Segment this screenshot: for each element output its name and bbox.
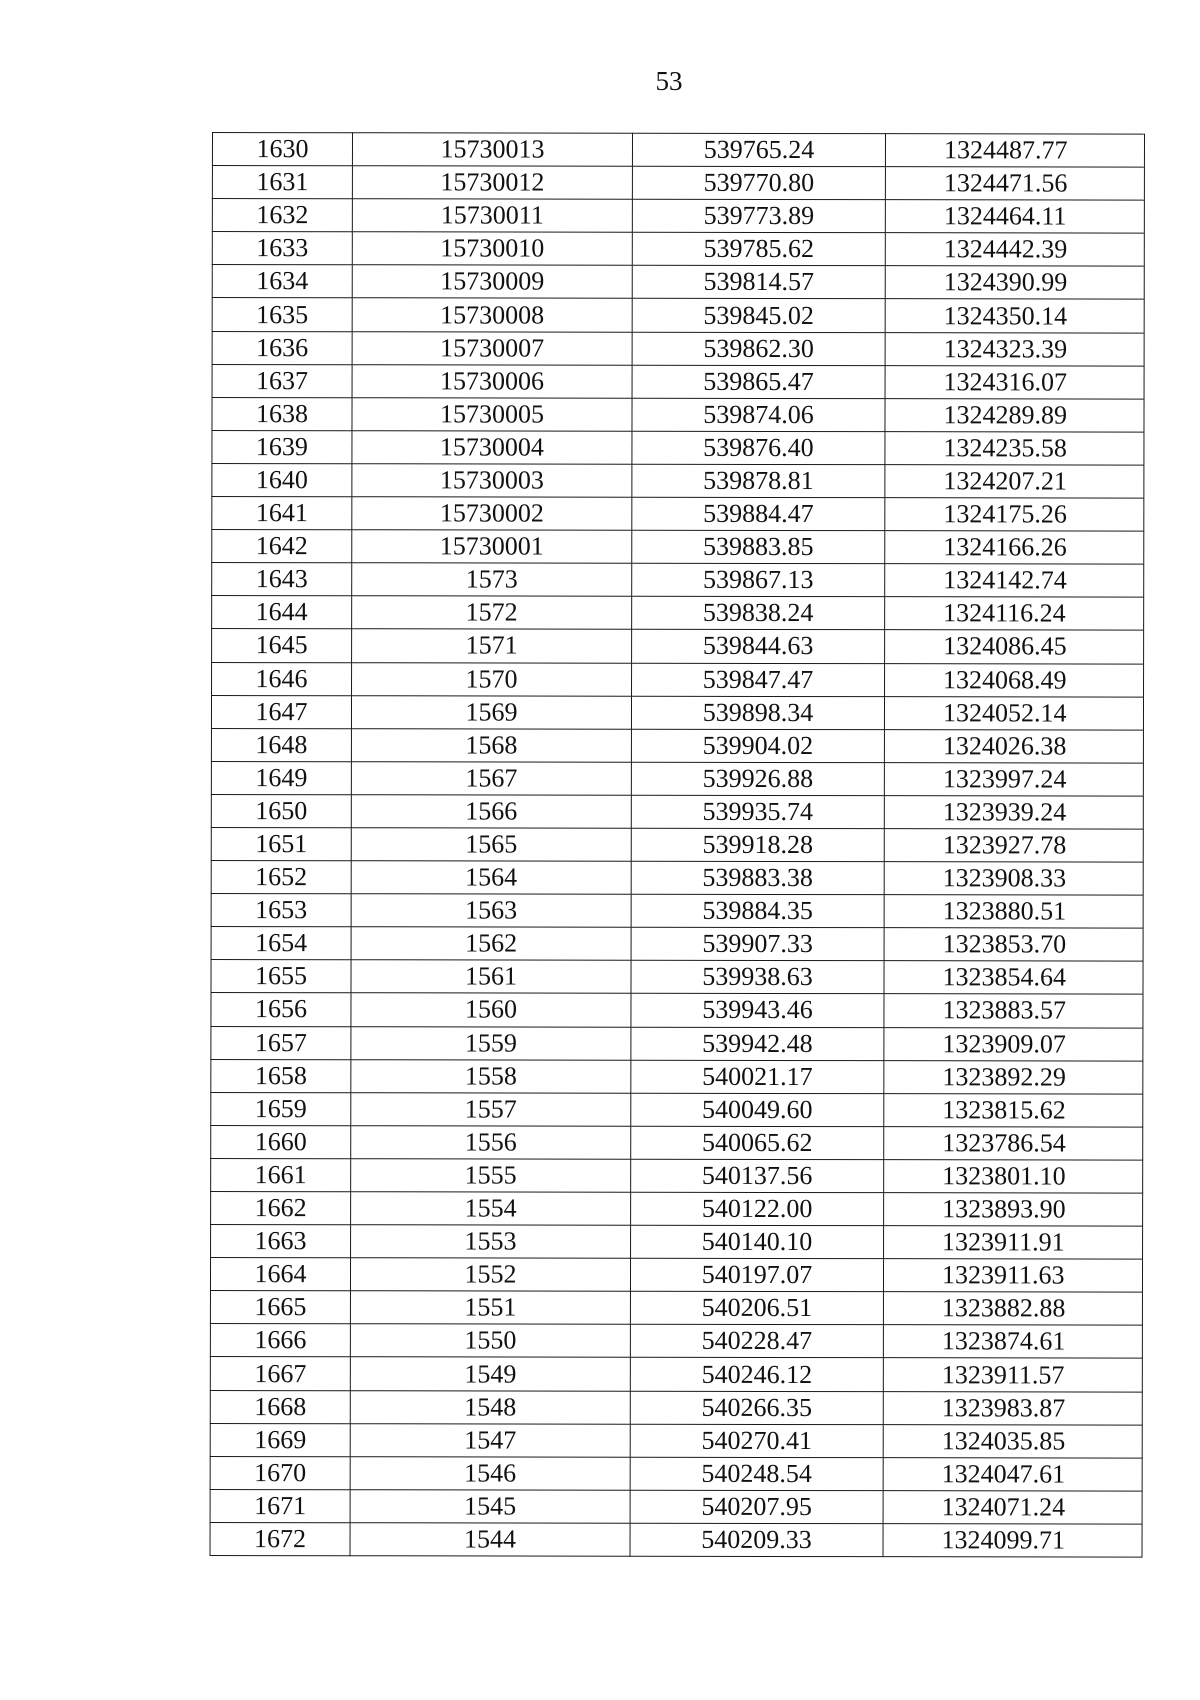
table-cell: 1654: [211, 927, 351, 960]
table-cell: 1641: [212, 497, 352, 530]
table-cell: 539904.02: [631, 729, 884, 763]
table-cell: 540207.95: [630, 1490, 883, 1524]
table-cell: 1323939.24: [884, 796, 1143, 830]
table-cell: 1323911.57: [883, 1358, 1142, 1392]
table-row: [210, 1291, 1142, 1326]
table-cell: 1646: [212, 662, 352, 695]
table-row: [210, 1423, 1142, 1458]
table-cell: 539845.02: [632, 299, 885, 333]
table-cell: 1323880.51: [884, 895, 1143, 929]
table-cell: 1633: [212, 232, 352, 265]
table-row: [211, 960, 1143, 995]
table-cell: 1637: [212, 364, 352, 397]
table-cell: 1324047.61: [883, 1457, 1142, 1491]
table-cell: 540209.33: [630, 1523, 883, 1557]
table-cell: 15730001: [352, 530, 632, 564]
table-row: [211, 993, 1143, 1028]
table-cell: 1562: [351, 927, 631, 961]
table-cell: 539943.46: [631, 994, 884, 1028]
table-row: [212, 430, 1144, 465]
table-cell: 1554: [351, 1192, 631, 1226]
table-cell: 1563: [351, 894, 631, 928]
table-cell: 15730010: [352, 232, 632, 266]
table-row: [211, 861, 1143, 896]
table-cell: 1324207.21: [885, 465, 1144, 499]
table-cell: 1545: [350, 1490, 630, 1524]
table-cell: 1634: [212, 265, 352, 298]
table-cell: 1643: [212, 563, 352, 596]
table-cell: 1631: [212, 166, 352, 199]
table-row: [211, 1191, 1143, 1226]
table-cell: 15730008: [352, 298, 632, 332]
table-cell: 1323854.64: [884, 961, 1143, 995]
table-cell: 15730007: [352, 331, 632, 365]
table-cell: 539770.80: [632, 166, 885, 200]
table-cell: 15730004: [352, 431, 632, 465]
table-row: [211, 927, 1143, 962]
table-cell: 1323909.07: [884, 1027, 1143, 1061]
table-cell: 1566: [351, 795, 631, 829]
table-cell: 539938.63: [631, 961, 884, 995]
table-cell: 1551: [350, 1291, 630, 1325]
table-cell: 1324235.58: [885, 432, 1144, 466]
table-row: [210, 1324, 1142, 1359]
table-cell: 1636: [212, 331, 352, 364]
table-row: [211, 695, 1143, 730]
table-row: [212, 563, 1144, 598]
table-cell: 1324071.24: [883, 1491, 1142, 1525]
table-cell: 539865.47: [632, 365, 885, 399]
table-cell: 15730002: [352, 497, 632, 531]
table-cell: 1324390.99: [885, 266, 1144, 300]
table-cell: 1552: [350, 1258, 630, 1292]
table-cell: 1323983.87: [883, 1391, 1142, 1425]
table-cell: 1549: [350, 1357, 630, 1391]
table-cell: 1573: [352, 563, 632, 597]
table-cell: 539874.06: [632, 398, 885, 432]
table-cell: 539884.47: [632, 497, 885, 531]
table-row: [211, 1225, 1143, 1260]
table-cell: 1569: [351, 695, 631, 729]
table-cell: 539883.85: [632, 530, 885, 564]
table-cell: 1323853.70: [884, 928, 1143, 962]
table-row: [212, 629, 1144, 664]
table-row: [212, 232, 1144, 267]
table-cell: 540065.62: [631, 1126, 884, 1160]
table-cell: 1555: [351, 1159, 631, 1193]
table-cell: 1653: [211, 894, 351, 927]
table-cell: 1659: [211, 1092, 351, 1125]
table-row: [212, 166, 1144, 201]
table-cell: 1547: [350, 1423, 630, 1457]
table-cell: 1651: [211, 827, 351, 860]
table-cell: 1665: [210, 1291, 350, 1324]
table-cell: 540122.00: [631, 1192, 884, 1226]
table-row: [211, 1026, 1143, 1061]
table-row: [212, 331, 1144, 366]
table-cell: 539847.47: [632, 663, 885, 697]
table-cell: 540228.47: [630, 1325, 883, 1359]
table-cell: 539942.48: [631, 1027, 884, 1061]
table-cell: 539867.13: [632, 563, 885, 597]
table-row: [212, 298, 1144, 333]
table-cell: 1662: [211, 1191, 351, 1224]
table-cell: 1652: [211, 861, 351, 894]
table-row: [211, 827, 1143, 862]
table-cell: 1324052.14: [884, 696, 1143, 730]
table-cell: 1324116.24: [885, 597, 1144, 631]
table-cell: 539844.63: [632, 630, 885, 664]
table-cell: 1323874.61: [883, 1325, 1142, 1359]
table-cell: 1567: [351, 762, 631, 796]
table-cell: 1324166.26: [885, 531, 1144, 565]
table-cell: 539876.40: [632, 431, 885, 465]
table-cell: 1670: [210, 1456, 350, 1489]
table-cell: 1556: [351, 1126, 631, 1160]
table-cell: 1324464.11: [885, 200, 1144, 234]
table-row: [212, 133, 1144, 168]
table-cell: 15730005: [352, 397, 632, 431]
table-cell: 1672: [210, 1522, 350, 1555]
table-cell: 1323927.78: [884, 829, 1143, 863]
table-cell: 1571: [352, 629, 632, 663]
table-cell: 1324086.45: [885, 630, 1144, 664]
table-cell: 1564: [351, 861, 631, 895]
table-cell: 540246.12: [630, 1358, 883, 1392]
table-cell: 1324099.71: [883, 1524, 1142, 1558]
table-row: [211, 1059, 1143, 1094]
table-row: [212, 662, 1144, 697]
table-cell: 1324289.89: [885, 398, 1144, 432]
table-cell: 1661: [211, 1158, 351, 1191]
table-cell: 1656: [211, 993, 351, 1026]
table-cell: 1324350.14: [885, 299, 1144, 333]
table-cell: 1324068.49: [885, 663, 1144, 697]
table-cell: 1323882.88: [883, 1292, 1142, 1326]
table-cell: 1323893.90: [884, 1193, 1143, 1227]
table-cell: 15730012: [352, 166, 632, 200]
table-cell: 1648: [211, 728, 351, 761]
page-number: 53: [655, 66, 683, 96]
table-cell: 1323892.29: [884, 1060, 1143, 1094]
table-cell: 1644: [212, 596, 352, 629]
table-row: [210, 1522, 1142, 1557]
table-cell: 1323911.91: [884, 1226, 1143, 1260]
table-row: [212, 397, 1144, 432]
table-cell: 1640: [212, 463, 352, 496]
table-cell: 15730009: [352, 265, 632, 299]
table-cell: 1649: [211, 761, 351, 794]
table-cell: 539898.34: [631, 696, 884, 730]
table-cell: 1324487.77: [885, 134, 1144, 168]
table-cell: 1642: [212, 530, 352, 563]
table-cell: 1647: [211, 695, 351, 728]
table-cell: 1638: [212, 397, 352, 430]
table-cell: 540206.51: [630, 1292, 883, 1326]
table-cell: 539862.30: [632, 332, 885, 366]
table-cell: 1324175.26: [885, 498, 1144, 532]
table-row: [210, 1357, 1142, 1392]
table-cell: 539814.57: [632, 266, 885, 300]
table-cell: 539907.33: [631, 927, 884, 961]
table-cell: 15730003: [352, 464, 632, 498]
table-cell: 540140.10: [631, 1225, 884, 1259]
table-row: [211, 1092, 1143, 1127]
table-cell: 1666: [210, 1324, 350, 1357]
table-row: [210, 1456, 1142, 1491]
table-cell: 539884.35: [631, 894, 884, 928]
table-cell: 1324323.39: [885, 332, 1144, 366]
table-cell: 1553: [351, 1225, 631, 1259]
table-cell: 539765.24: [632, 133, 885, 167]
table-cell: 1658: [211, 1059, 351, 1092]
table-row: [212, 497, 1144, 532]
table-cell: 1667: [210, 1357, 350, 1390]
table-cell: 1630: [212, 133, 352, 166]
table-cell: 1669: [210, 1423, 350, 1456]
table-cell: 1324035.85: [883, 1424, 1142, 1458]
table-row: [211, 728, 1143, 763]
table-cell: 539838.24: [632, 597, 885, 631]
table-row: [210, 1258, 1142, 1293]
table-row: [210, 1390, 1142, 1425]
table-cell: 1560: [351, 993, 631, 1027]
table-cell: 15730013: [352, 133, 632, 167]
table-cell: 1660: [211, 1125, 351, 1158]
table-cell: 539918.28: [631, 828, 884, 862]
table-cell: 540270.41: [630, 1424, 883, 1458]
table-cell: 539773.89: [632, 199, 885, 233]
table-row: [211, 761, 1143, 796]
table-cell: 1645: [212, 629, 352, 662]
table-cell: 15730006: [352, 364, 632, 398]
table-cell: 1632: [212, 199, 352, 232]
table-cell: 1546: [350, 1456, 630, 1490]
table-cell: 1323883.57: [884, 994, 1143, 1028]
table-cell: 540049.60: [631, 1093, 884, 1127]
table-row: [211, 894, 1143, 929]
table-cell: 1324026.38: [884, 729, 1143, 763]
table-cell: 1548: [350, 1390, 630, 1424]
table-cell: 1650: [211, 794, 351, 827]
table-cell: 1668: [210, 1390, 350, 1423]
table-cell: 1639: [212, 430, 352, 463]
table-cell: 1565: [351, 828, 631, 862]
table-cell: 1559: [351, 1026, 631, 1060]
table-cell: 539926.88: [631, 762, 884, 796]
table-cell: 1323908.33: [884, 862, 1143, 896]
table-row: [210, 1489, 1142, 1524]
table-row: [211, 1125, 1143, 1160]
table-cell: 1324442.39: [885, 233, 1144, 267]
table-cell: 1323786.54: [884, 1126, 1143, 1160]
table-cell: 1324471.56: [885, 167, 1144, 201]
table-cell: 540021.17: [631, 1060, 884, 1094]
table-cell: 1544: [350, 1523, 630, 1557]
table-row: [211, 794, 1143, 829]
table-row: [211, 1158, 1143, 1193]
table-cell: 540137.56: [631, 1159, 884, 1193]
table-cell: 1572: [352, 596, 632, 630]
table-cell: 1558: [351, 1059, 631, 1093]
table-cell: 1561: [351, 960, 631, 994]
table-cell: 540266.35: [630, 1391, 883, 1425]
table-cell: 1323997.24: [884, 762, 1143, 796]
table-cell: 1570: [352, 662, 632, 696]
table-cell: 1324142.74: [885, 564, 1144, 598]
table-cell: 539785.62: [632, 233, 885, 267]
table-row: [212, 596, 1144, 631]
table-cell: 1655: [211, 960, 351, 993]
table-cell: 540197.07: [630, 1258, 883, 1292]
table-row: [212, 530, 1144, 565]
table-cell: 1323815.62: [884, 1093, 1143, 1127]
table-cell: 1557: [351, 1092, 631, 1126]
table-cell: 539935.74: [631, 795, 884, 829]
table-row: [212, 265, 1144, 300]
coordinates-table: [210, 132, 1145, 1558]
table-cell: 1657: [211, 1026, 351, 1059]
table-cell: 1671: [210, 1489, 350, 1522]
table-cell: 1568: [351, 728, 631, 762]
table-cell: 539883.38: [631, 861, 884, 895]
table-cell: 15730011: [352, 199, 632, 233]
table-row: [212, 364, 1144, 399]
table-cell: 1550: [350, 1324, 630, 1358]
table-cell: 539878.81: [632, 464, 885, 498]
table-cell: 1323801.10: [884, 1160, 1143, 1194]
table-cell: 1324316.07: [885, 365, 1144, 399]
table-cell: 540248.54: [630, 1457, 883, 1491]
table-cell: 1635: [212, 298, 352, 331]
table-cell: 1323911.63: [883, 1259, 1142, 1293]
table-row: [212, 463, 1144, 498]
table-cell: 1663: [211, 1225, 351, 1258]
table-body: [210, 133, 1144, 1558]
table-row: [212, 199, 1144, 234]
table-cell: 1664: [210, 1258, 350, 1291]
